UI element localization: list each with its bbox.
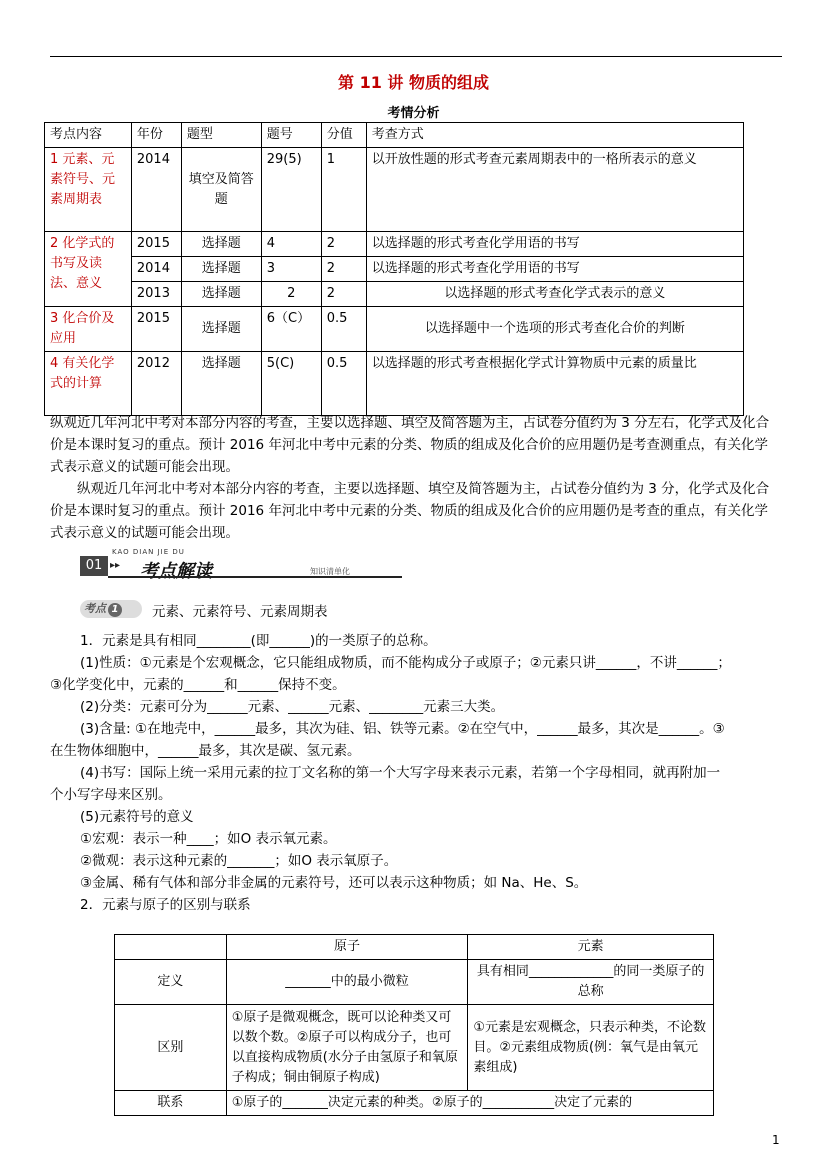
badge-number: 1 — [108, 603, 122, 617]
year-cell: 2014 — [131, 148, 181, 232]
header-cell: 考点内容 — [45, 123, 132, 148]
content-line: ③化学变化中，元素的______和______保持不变。 — [50, 677, 346, 693]
content-line: (5)元素符号的意义 — [80, 809, 194, 825]
content-line: ②微观：表示这种元素的_______；如O 表示氧原子。 — [80, 853, 398, 869]
method-cell: 以选择题的形式考查化学用语的书写 — [366, 257, 743, 282]
table-cell: ①元素是宏观概念，只表示种类，不论数目。②元素组成物质(例：氧气是由氧元素组成) — [468, 1005, 714, 1091]
content-line: ③金属、稀有气体和部分非金属的元素符号，还可以表示这种物质；如 Na、He、S。 — [80, 875, 588, 891]
banner-tag: 知识清单化 — [310, 567, 350, 576]
header-cell: 年份 — [131, 123, 181, 148]
year-cell: 2015 — [131, 232, 181, 257]
topic-cell: 2 化学式的书写及读法、意义 — [45, 232, 132, 307]
row-label: 区别 — [115, 1005, 227, 1091]
type-cell: 填空及简答题 — [181, 148, 261, 232]
content-line: (4)书写：国际上统一采用元素的拉丁文名称的第一个大写字母来表示元素，若第一个字母相同，就再附加一 — [80, 765, 721, 781]
row-label: 联系 — [115, 1091, 227, 1116]
type-cell: 选择题 — [181, 307, 261, 352]
table-cell: 具有相同_____________的同一类原子的总称 — [468, 960, 714, 1005]
header-cell: 题型 — [181, 123, 261, 148]
table-row — [45, 307, 744, 352]
score-cell: 2 — [321, 232, 366, 257]
type-cell: 选择题 — [181, 352, 261, 416]
analysis-paragraph-2: 纵观近几年河北中考对本部分内容的考查，主要以选择题、填空及简答题为主，占试卷分值约为 3 分，化学式及化合价是本课时复习的重点。预计 2016 年河北中考中元素的分类、物质的组成及化合价的应用题仍是考查的重点，有关化学式表示意义的试题可能会出现。 — [50, 481, 770, 541]
year-cell: 2013 — [131, 282, 181, 307]
table-row — [115, 960, 714, 1005]
content-line: 1．元素是具有相同________(即______)的一类原子的总称。 — [80, 633, 437, 649]
table-row — [45, 232, 744, 257]
header-rule — [50, 56, 782, 57]
topic-cell: 1 元素、元素符号、元素周期表 — [45, 148, 132, 232]
num-cell: 6（C） — [261, 307, 321, 352]
row-label: 定义 — [115, 960, 227, 1005]
method-cell: 以开放性题的形式考查元素周期表中的一格所表示的意义 — [366, 148, 743, 232]
analysis-paragraph-1: 纵观近几年河北中考对本部分内容的考查，主要以选择题、填空及简答题为主，占试卷分值约为 3 分左右，化学式及化合价是本课时复习的重点。预计 2016 年河北中考中元素的分类、物质的组成及化合价的应用题仍是考查测重点，有关化学式表示意义的试题可能会出现。 — [50, 415, 770, 475]
num-cell: 3 — [261, 257, 321, 282]
section-subtitle: 考情分析 — [387, 106, 440, 121]
score-cell: 1 — [321, 148, 366, 232]
table-row — [45, 257, 744, 282]
num-cell: 2 — [261, 282, 321, 307]
year-cell: 2014 — [131, 257, 181, 282]
page-title: 第 11 讲 物质的组成 — [338, 73, 489, 92]
section-banner — [80, 548, 402, 582]
table-row — [115, 1005, 714, 1091]
num-cell: 29(5) — [261, 148, 321, 232]
page-number: 1 — [772, 1133, 780, 1147]
banner-title: 考点解读 — [140, 561, 212, 582]
header-cell: 题号 — [261, 123, 321, 148]
content-line: (3)含量: ①在地壳中，______最多，其次为硅、铝、铁等元素。②在空气中，______最多，其次是______。③ — [80, 721, 725, 737]
content-line: 个小写字母来区别。 — [50, 787, 172, 803]
header-cell: 元素 — [468, 935, 714, 960]
topic-cell: 3 化合价及应用 — [45, 307, 132, 352]
table-row — [45, 148, 744, 232]
banner-pinyin: KAO DIAN JIE DU — [112, 548, 185, 556]
table-header-row — [115, 935, 714, 960]
table-cell: ①原子是微观概念，既可以论种类又可以数个数。②原子可以构成分子，也可以直接构成物质(水分子由氢原子和氧原子构成；铜由铜原子构成) — [226, 1005, 468, 1091]
score-cell: 0.5 — [321, 307, 366, 352]
year-cell: 2012 — [131, 352, 181, 416]
kaodian-badge — [80, 600, 142, 618]
method-cell: 以选择题中一个选项的形式考查化合价的判断 — [366, 307, 743, 352]
score-cell: 2 — [321, 282, 366, 307]
content-line: 2．元素与原子的区别与联系 — [80, 897, 251, 913]
banner-underline — [108, 576, 402, 578]
header-cell — [115, 935, 227, 960]
table-header-row — [45, 123, 744, 148]
score-cell: 2 — [321, 257, 366, 282]
badge-label: 考点 — [84, 602, 106, 615]
type-cell: 选择题 — [181, 257, 261, 282]
table-row — [45, 282, 744, 307]
table-cell: ①原子的_______决定元素的种类。②原子的___________决定了元素的 — [226, 1091, 713, 1116]
kaodian-title: 元素、元素符号、元素周期表 — [152, 604, 328, 620]
exam-analysis-table — [44, 122, 744, 416]
table-row — [115, 1091, 714, 1116]
type-cell: 选择题 — [181, 282, 261, 307]
double-arrow-icon: ▸▸ — [110, 560, 121, 571]
score-cell: 0.5 — [321, 352, 366, 416]
method-cell: 以选择题的形式考查化学式表示的意义 — [366, 282, 743, 307]
type-cell: 选择题 — [181, 232, 261, 257]
content-line: 在生物体细胞中，______最多，其次是碳、氢元素。 — [50, 743, 361, 759]
header-cell: 考查方式 — [366, 123, 743, 148]
header-cell: 分值 — [321, 123, 366, 148]
method-cell: 以选择题的形式考查化学用语的书写 — [366, 232, 743, 257]
banner-number: 01 — [80, 556, 108, 576]
year-cell: 2015 — [131, 307, 181, 352]
num-cell: 4 — [261, 232, 321, 257]
topic-cell: 4 有关化学式的计算 — [45, 352, 132, 416]
header-cell: 原子 — [226, 935, 468, 960]
content-line: (2)分类：元素可分为______元素、______元素、________元素三大类。 — [80, 699, 505, 715]
content-line: (1)性质：①元素是个宏观概念，它只能组成物质，而不能构成分子或原子；②元素只讲______，不讲______； — [80, 655, 731, 671]
atom-element-table — [114, 934, 714, 1116]
num-cell: 5(C) — [261, 352, 321, 416]
content-line: ①宏观：表示一种____；如O 表示氧元素。 — [80, 831, 337, 847]
table-cell: _______中的最小微粒 — [226, 960, 468, 1005]
table-row — [45, 352, 744, 416]
method-cell: 以选择题的形式考查根据化学式计算物质中元素的质量比 — [366, 352, 743, 416]
